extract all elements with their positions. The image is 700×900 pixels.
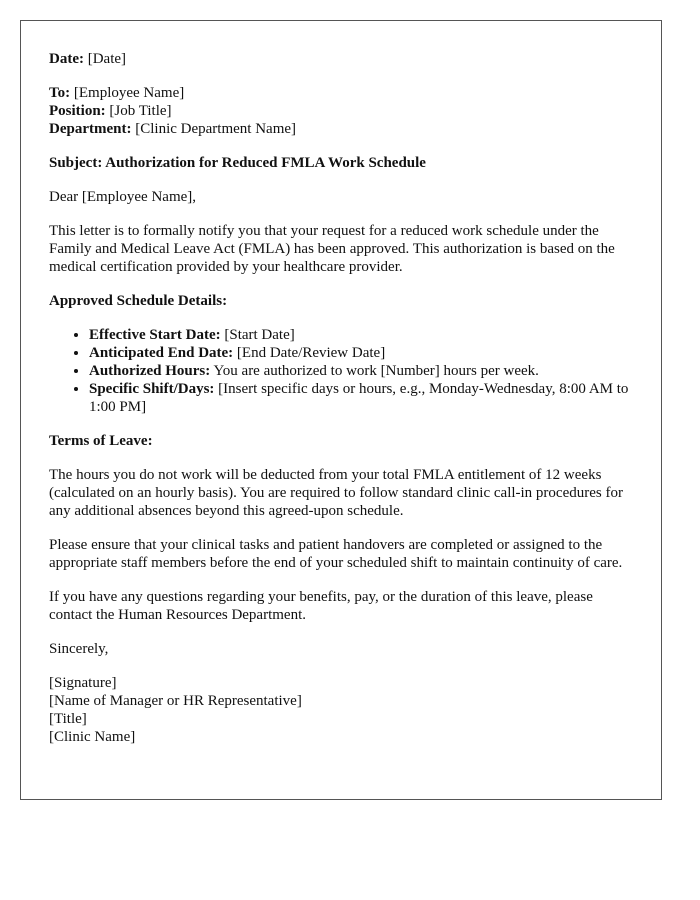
- schedule-item-value: [Insert specific days or hours, e.g., Monday-Wednesday, 8:00 AM to 1:00 PM]: [89, 381, 629, 415]
- list-item: [89, 326, 633, 344]
- schedule-list: [49, 326, 633, 416]
- date-label: Date:: [49, 51, 84, 67]
- terms-paragraph-2: Please ensure that your clinical tasks and patient handovers are completed or assigned to the appropriate staff members before the end of your scheduled shift to maintain continuity of care.: [49, 537, 623, 571]
- date-line: [49, 50, 633, 68]
- closing: Sincerely,: [49, 641, 109, 657]
- schedule-item-value: You are authorized to work [Number] hours per week.: [213, 363, 539, 379]
- to-value: [Employee Name]: [73, 85, 185, 101]
- list-item: [89, 380, 633, 416]
- schedule-item-value: [Start Date]: [224, 327, 295, 343]
- terms-paragraph-3: If you have any questions regarding your benefits, pay, or the duration of this leave, please contact the Human Resources Department.: [49, 589, 593, 623]
- date-value: [Date]: [87, 51, 127, 67]
- clinic-name: [Clinic Name]: [49, 729, 136, 745]
- schedule-heading: Approved Schedule Details:: [49, 293, 228, 309]
- recipient-block: [49, 84, 633, 138]
- signature-line: [Signature]: [49, 675, 117, 691]
- intro-paragraph: This letter is to formally notify you that your request for a reduced work schedule under the Family and Medical Leave Act (FMLA) has been approved. This authorization is based on the medical certification provided by your healthcare provider.: [49, 223, 615, 275]
- signer-title: [Title]: [49, 711, 87, 727]
- subject-line: Subject: Authorization for Reduced FMLA Work Schedule: [49, 155, 426, 171]
- to-label: To:: [49, 85, 71, 101]
- schedule-item-value: [End Date/Review Date]: [236, 345, 386, 361]
- department-label: Department:: [49, 121, 132, 137]
- position-line: [49, 102, 633, 120]
- terms-paragraph-1: The hours you do not work will be deducted from your total FMLA entitlement of 12 weeks (calculated on an hourly basis). You are required to follow standard clinic call-in procedures for any additional absences beyond this agreed-upon schedule.: [49, 467, 623, 519]
- letter-container: [20, 20, 662, 800]
- department-line: [49, 120, 633, 138]
- list-item: [89, 362, 633, 380]
- schedule-item-label: Specific Shift/Days:: [89, 381, 215, 397]
- signer-name: [Name of Manager or HR Representative]: [49, 693, 302, 709]
- schedule-item-label: Effective Start Date:: [89, 327, 221, 343]
- salutation: Dear [Employee Name],: [49, 189, 197, 205]
- position-value: [Job Title]: [109, 103, 172, 119]
- schedule-item-label: Authorized Hours:: [89, 363, 211, 379]
- to-line: [49, 84, 633, 102]
- signature-block: [49, 674, 633, 746]
- terms-heading: Terms of Leave:: [49, 433, 153, 449]
- position-label: Position:: [49, 103, 106, 119]
- list-item: [89, 344, 633, 362]
- schedule-item-label: Anticipated End Date:: [89, 345, 234, 361]
- department-value: [Clinic Department Name]: [135, 121, 297, 137]
